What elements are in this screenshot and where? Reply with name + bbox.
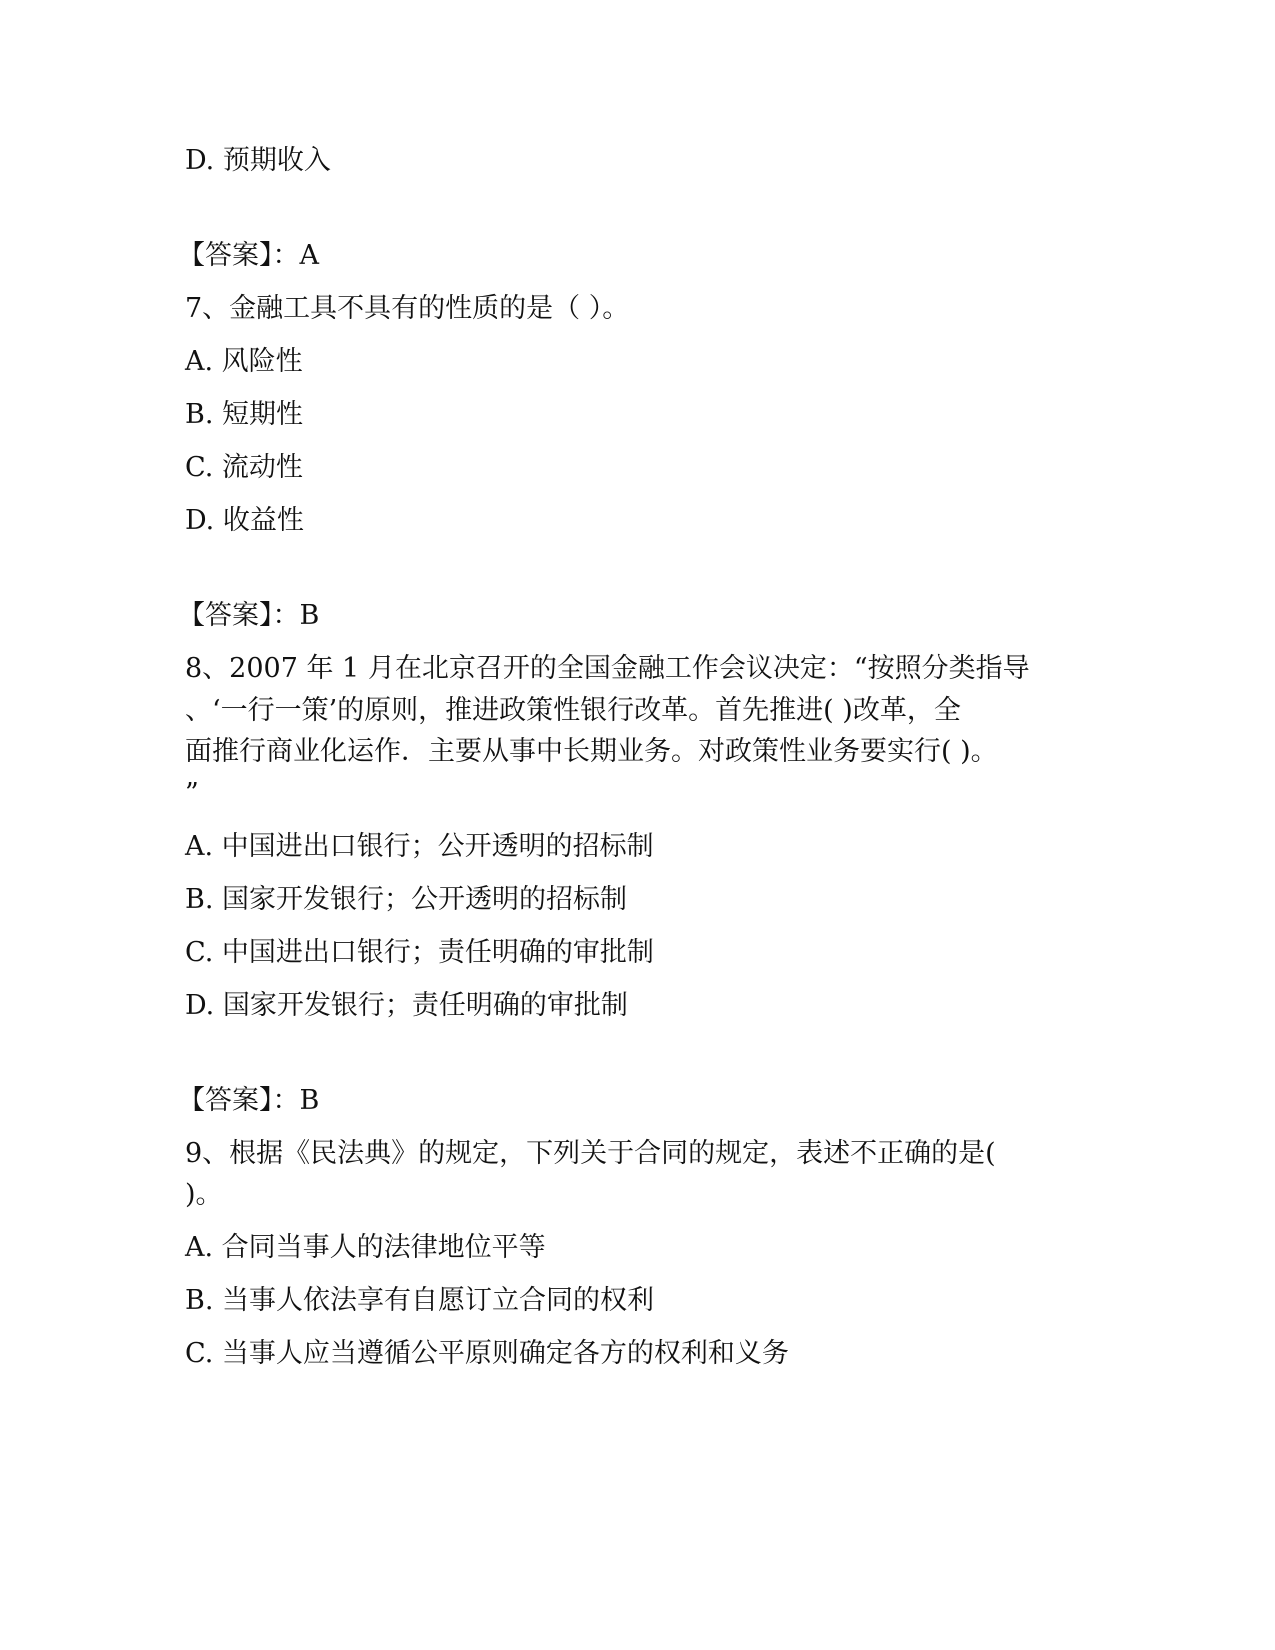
q9-option-c: C. 当事人应当遵循公平原则确定各方的权利和义务 [185, 1338, 789, 1369]
q8-answer: 【答案】：B [178, 1085, 320, 1116]
q7-option-a: A. 风险性 [185, 346, 303, 377]
q9-stem-line1: 9、根据《民法典》的规定，下列关于合同的规定，表述不正确的是( [185, 1138, 996, 1169]
q9-option-b: B. 当事人依法享有自愿订立合同的权利 [185, 1285, 655, 1316]
q8-stem-line1: 8、2007 年 1 月在北京召开的全国金融工作会议决定：“按照分类指导 [185, 653, 1030, 684]
q7-stem: 7、金融工具不具有的性质的是（ ）。 [185, 293, 630, 324]
q8-option-a: A. 中国进出口银行；公开透明的招标制 [185, 831, 654, 862]
q6-answer: 【答案】：A [178, 240, 319, 271]
q6-option-d: D. 预期收入 [185, 145, 331, 176]
q7-option-d: D. 收益性 [185, 505, 304, 536]
q8-option-d: D. 国家开发银行；责任明确的审批制 [185, 990, 628, 1021]
q7-option-b: B. 短期性 [185, 399, 304, 430]
q9-option-a: A. 合同当事人的法律地位平等 [185, 1232, 546, 1263]
q8-stem-line2: 、‘一行一策’的原则，推进政策性银行改革。首先推进( )改革，全 [185, 695, 961, 726]
q8-option-c: C. 中国进出口银行；责任明确的审批制 [185, 937, 654, 968]
q8-option-b: B. 国家开发银行；公开透明的招标制 [185, 884, 628, 915]
q8-stem-line3: 面推行商业化运作．主要从事中长期业务。对政策性业务要实行( )。 [185, 736, 998, 767]
q8-stem-line4: ” [185, 778, 199, 809]
q7-answer: 【答案】：B [178, 600, 320, 631]
q9-stem-line2: )。 [185, 1179, 223, 1210]
q7-option-c: C. 流动性 [185, 452, 303, 483]
